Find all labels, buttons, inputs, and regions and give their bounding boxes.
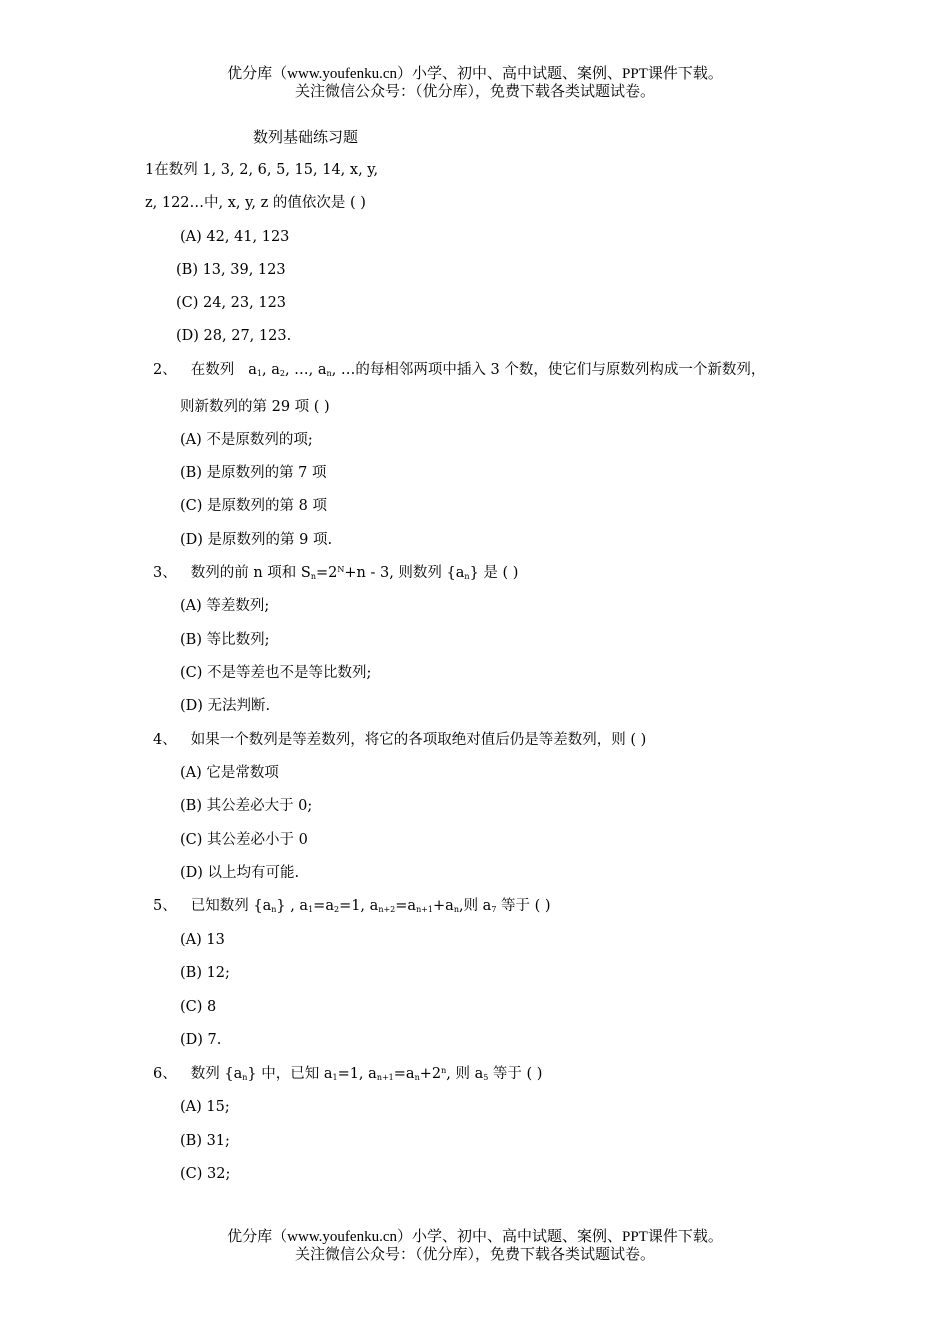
q6-stem: 6、 数列 $\{a_n\}$ 中，已知 $a_1=1$, $a_{n+1}=a_n+2^n$, 则 $a_5$ 等于 ( ) — [153, 1066, 543, 1082]
page-footer-line-1: 优分库（www.youfenku.cn）小学、初中、高中试题、案例、PPT课件下载。 — [227, 1229, 723, 1245]
q3-number: 3、 — [153, 565, 177, 581]
q4-text: 如果一个数列是等差数列，将它的各项取绝对值后仍是等差数列，则 ( ) — [190, 732, 647, 748]
q5-option-c: (C) 8 — [180, 999, 217, 1015]
page-title: 数列基础练习题 — [253, 128, 359, 146]
q5-option-d: (D) 7. — [180, 1032, 222, 1048]
q4-option-a: (A) 它是常数项 — [180, 765, 279, 781]
q5-option-b: (B) 12; — [180, 965, 230, 981]
page-footer-line-2: 关注微信公众号：（优分库），免费下载各类试题试卷。 — [294, 1247, 655, 1263]
q2-stem-post: , …的每相邻两项中插入 3 个数，使它们与原数列构成一个新数列， — [331, 362, 766, 378]
q2-stem-pre: 在数列 — [190, 362, 235, 378]
q3-option-d: (D) 无法判断. — [180, 698, 271, 714]
q3-option-a: (A) 等差数列; — [180, 598, 270, 614]
q1-option-a: (A) 42, 41, 123 — [180, 229, 290, 245]
q3-option-b: (B) 等比数列; — [180, 632, 270, 648]
q2-number: 2、 — [153, 362, 177, 378]
q4-number: 4、 — [153, 732, 177, 748]
q3-option-c: (C) 不是等差也不是等比数列; — [180, 665, 372, 681]
q4-option-b: (B) 其公差必大于 0; — [180, 798, 313, 814]
q1-option-d: (D) 28, 27, 123. — [176, 328, 292, 344]
q6-option-c: (C) 32; — [180, 1166, 231, 1182]
page-header-line-2: 关注微信公众号：（优分库），免费下载各类试题试卷。 — [294, 84, 655, 100]
q2-option-b: (B) 是原数列的第 7 项 — [180, 465, 327, 481]
q6-option-a: (A) 15; — [180, 1099, 230, 1115]
q2-option-c: (C) 是原数列的第 8 项 — [180, 498, 327, 514]
q4-option-c: (C) 其公差必小于 0 — [180, 832, 308, 848]
q2-stem-line-2: 则新数列的第 29 项 ( ) — [180, 399, 330, 415]
q6-option-b: (B) 31; — [180, 1133, 230, 1149]
q6-number: 6、 — [153, 1066, 177, 1082]
q2-option-a: (A) 不是原数列的项; — [180, 432, 313, 448]
q4-option-d: (D) 以上均有可能. — [180, 865, 300, 881]
q2-an: $a_n$ — [317, 362, 332, 378]
q5-stem: 5、 已知数列 $\{a_n\}$ , $a_1=a_2=1$, $a_{n+2}=a_{n+1}+a_n$,则 $a_7$ 等于 ( ) — [153, 898, 551, 914]
q2-a1: $a_1$ — [248, 362, 262, 378]
page-header-line-1: 优分库（www.youfenku.cn）小学、初中、高中试题、案例、PPT课件下载。 — [227, 66, 723, 82]
q1-option-c: (C) 24, 23, 123 — [176, 295, 287, 311]
q1-stem-line-1: 1在数列 1, 3, 2, 6, 5, 15, 14, x, y, — [145, 162, 379, 178]
q2-a2: $a_2$ — [271, 362, 285, 378]
q5-option-a: (A) 13 — [180, 932, 225, 948]
q1-option-b: (B) 13, 39, 123 — [176, 262, 286, 278]
q5-number: 5、 — [153, 898, 177, 914]
q2-option-d: (D) 是原数列的第 9 项. — [180, 532, 333, 548]
q4-stem — [153, 731, 646, 749]
q3-stem: 3、 数列的前 n 项和 $S_n=2^N+n - 3$, 则数列 $\{a_n\}$ 是 ( ) — [153, 565, 519, 581]
q1-stem-line-2: z, 122…中, x, y, z 的值依次是 ( ) — [145, 195, 366, 211]
q2-stem-line-1: 2、 在数列 $a_1$, $a_2$, …, $a_n$, …的每相邻两项中插入 3 个数，使它们与原数列构成一个新数列， — [153, 362, 766, 378]
